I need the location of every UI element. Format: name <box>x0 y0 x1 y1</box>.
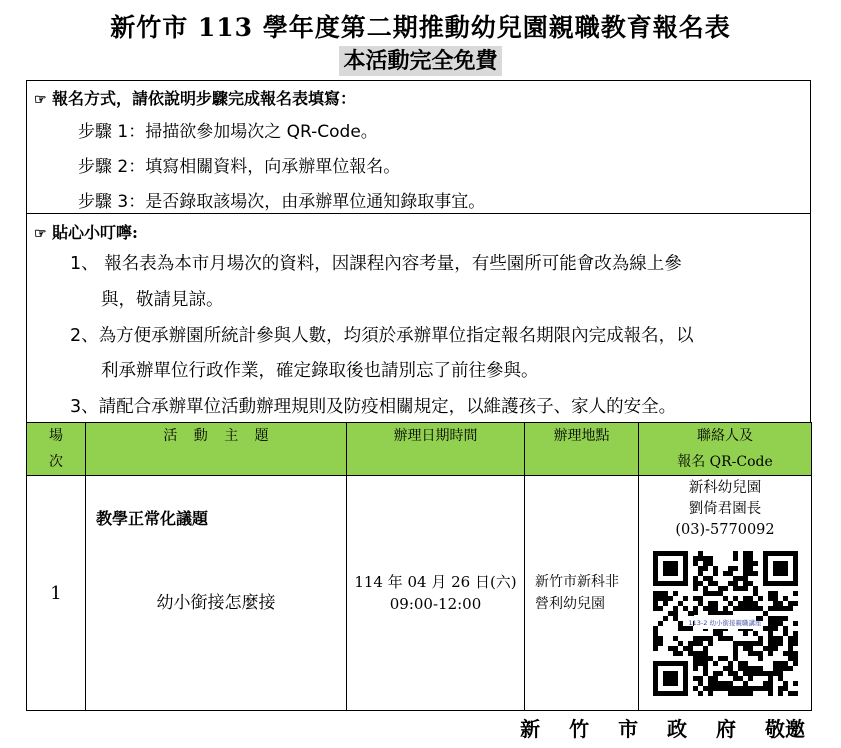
event-time: 09:00-12:00 <box>389 595 482 613</box>
qr-caption: 113-2 幼小銜接親職講座 <box>688 619 762 627</box>
header-contact-line2: 報名 QR-Code <box>677 454 773 470</box>
table-header-row <box>27 423 812 476</box>
pointing-hand-icon: ☞ <box>34 92 47 108</box>
contact-cell <box>639 476 812 711</box>
step-3: 步驟 3：是否錄取該場次，由承辦單位通知錄取事宜。 <box>78 192 486 212</box>
reminder-line-1-cont: 與，敬請見諒。 <box>101 290 224 310</box>
table-row <box>27 476 812 711</box>
reminder-line-2-cont: 利承辦單位行政作業，確定錄取後也請別忘了前往參與。 <box>101 361 539 381</box>
contact-phone: (03)-5770092 <box>675 522 775 538</box>
schedule-table <box>26 422 812 711</box>
reminder-line-2: 2、為方便承辦園所統計參與人數，均須於承辦單位指定報名期限內完成報名，以 <box>70 326 694 346</box>
reminder-line-1: 1、 報名表為本市月場次的資料，因課程內容考量，有些園所可能會改為線上參 <box>70 254 682 274</box>
header-session-line1: 場 <box>49 428 63 444</box>
event-date: 114 年 04 月 26 日(六) <box>354 573 517 591</box>
reminders-heading <box>34 220 138 243</box>
header-session <box>27 423 86 476</box>
subtitle-free-event: 本活動完全免費 <box>339 46 501 76</box>
reminders-heading-text: 貼心小叮嚀: <box>52 223 138 242</box>
registration-heading-text: 報名方式，請依說明步驟完成報名表填寫： <box>52 89 357 108</box>
subject-title: 幼小銜接怎麼接 <box>156 593 276 613</box>
header-place: 辦理地點 <box>525 423 639 476</box>
contact-person: 劉倚君園長 <box>688 501 762 517</box>
topic-label: 教學正常化議題 <box>96 509 209 528</box>
page-title: 新竹市 113 學年度第二期推動幼兒園親職教育報名表 <box>110 13 731 42</box>
footer-signature: 新 竹 市 政 府 敬邀 <box>520 717 805 741</box>
step-2: 步驟 2：填寫相關資料，向承辦單位報名。 <box>78 157 401 177</box>
registration-heading <box>34 86 356 109</box>
registration-qr-code[interactable] <box>651 550 799 696</box>
reminders-box <box>26 214 811 423</box>
session-number: 1 <box>27 476 86 711</box>
header-contact-line1: 聯絡人及 <box>697 428 753 444</box>
reminder-line-3: 3、請配合承辦單位活動辦理規則及防疫相關規定，以維護孩子、家人的安全。 <box>70 397 677 417</box>
contact-org: 新科幼兒園 <box>688 480 762 496</box>
registration-box <box>26 80 811 214</box>
header-theme-text: 活 動 主 題 <box>163 428 269 444</box>
step-1: 步驟 1：掃描欲參加場次之 QR-Code。 <box>78 122 378 142</box>
header-contact <box>639 423 812 476</box>
theme-cell <box>86 476 347 711</box>
datetime-cell <box>347 476 525 711</box>
header-theme <box>86 423 347 476</box>
pointing-hand-icon: ☞ <box>34 226 47 242</box>
place-cell: 新竹市新科非營利幼兒園 <box>525 476 639 711</box>
header-session-line2: 次 <box>49 454 63 470</box>
subtitle-wrap <box>0 46 841 76</box>
header-datetime: 辦理日期時間 <box>347 423 525 476</box>
